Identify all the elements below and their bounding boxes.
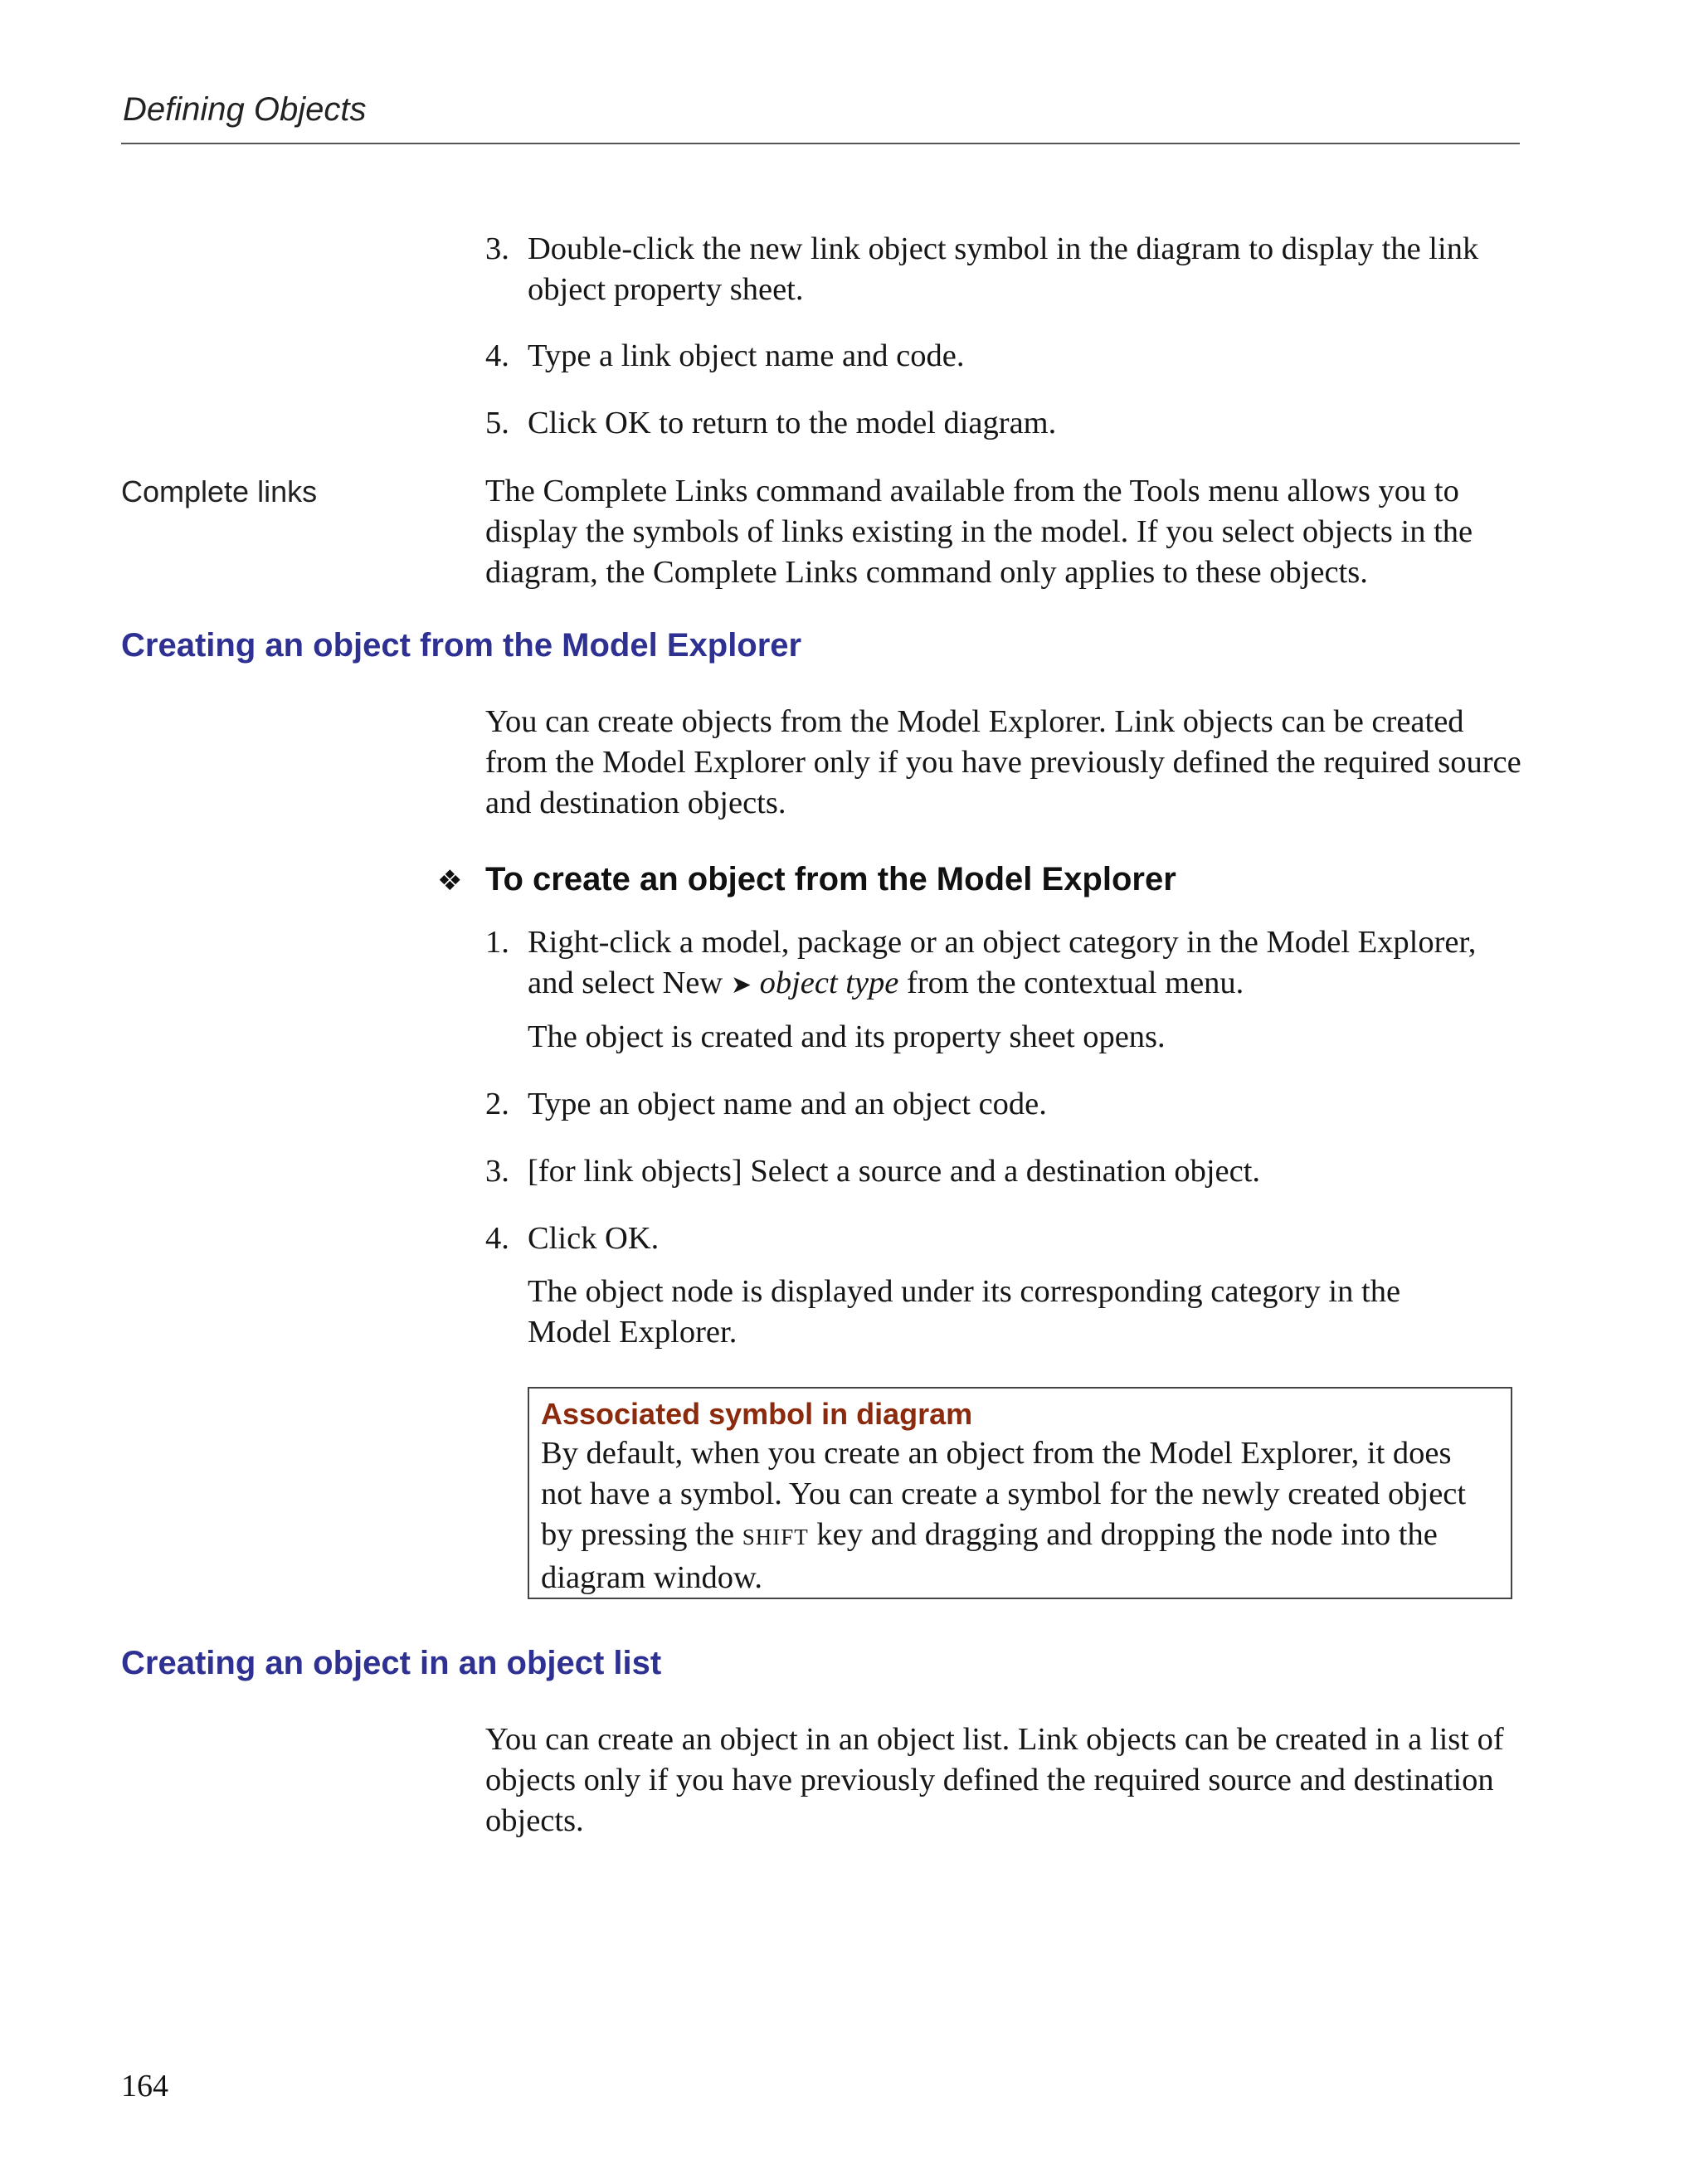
procedure-title: To create an object from the Model Explorer <box>485 861 1176 897</box>
step-number: 4. <box>485 1221 509 1256</box>
step-text: Double-click the new link object symbol in the diagram to display the link object property sheet. <box>528 231 1479 307</box>
shift-key-label: SHIFT <box>742 1525 809 1549</box>
procedure-step-2 <box>485 1084 1522 1125</box>
step-4-result: The object node is displayed under its corresponding category in the Model Explorer. <box>528 1274 1401 1350</box>
step-number: 2. <box>485 1087 509 1121</box>
step-text: Click OK. <box>528 1221 660 1256</box>
section-heading-model-explorer: Creating an object from the Model Explorer <box>121 627 802 664</box>
note-text-part: By default, when you create an object from the Model Explorer, it does not have a symbol. You can create a symbol for the newly created object by pressing the <box>541 1436 1467 1552</box>
step-3-link <box>485 229 1522 310</box>
section-intro-paragraph: You can create objects from the Model Explorer. Link objects can be created from the Model Explorer only if you have previously defined the required source and destination objects. <box>485 704 1521 820</box>
menu-arrow-icon: ➤ <box>730 970 752 1000</box>
step-text <box>528 922 1522 1005</box>
procedure-step-4 <box>485 1218 1522 1259</box>
step-number: 3. <box>485 1154 509 1189</box>
header-rule <box>121 143 1520 144</box>
step-4-link <box>485 336 1522 377</box>
section-heading-object-list: Creating an object in an object list <box>121 1645 662 1681</box>
step-1-result: The object is created and its property sheet opens. <box>528 1019 1166 1054</box>
procedure-step-1 <box>485 922 1522 1005</box>
step-5-link <box>485 403 1522 444</box>
step-number: 1. <box>485 925 509 960</box>
step-text-part: Right-click a model, package or an object category in the Model Explorer, and select New <box>528 925 1477 1000</box>
section-2-intro-paragraph: You can create an object in an object list. Link objects can be created in a list of objects only if you have previously defined the required source and destination objects. <box>485 1722 1504 1838</box>
step-text: Type a link object name and code. <box>528 338 965 373</box>
step-number: 4. <box>485 338 509 373</box>
step-text: Click OK to return to the model diagram. <box>528 406 1057 440</box>
object-type-italic: object type <box>759 966 899 1000</box>
step-number: 5. <box>485 406 509 440</box>
page-number: 164 <box>121 2069 168 2104</box>
complete-links-paragraph: The Complete Links command available from the Tools menu allows you to display the symbols of links existing in the model. If you select objects in the diagram, the Complete Links command only applies to these objects. <box>485 474 1473 590</box>
note-body <box>541 1433 1499 1598</box>
procedure-heading <box>437 861 1176 898</box>
note-text-part: key and dragging and dropping the node into the diagram window. <box>541 1517 1438 1595</box>
procedure-step-3 <box>485 1151 1522 1192</box>
note-box <box>528 1387 1512 1599</box>
note-title: Associated symbol in diagram <box>541 1397 973 1431</box>
running-header-title: Defining Objects <box>123 91 367 128</box>
step-text: Type an object name and an object code. <box>528 1087 1047 1121</box>
complete-links-label: Complete links <box>121 474 318 508</box>
step-number: 3. <box>485 231 509 266</box>
step-text: [for link objects] Select a source and a destination object. <box>528 1154 1261 1189</box>
step-text-part: from the contextual menu. <box>898 966 1244 1000</box>
diamond-bullet-icon: ❖ <box>437 865 463 897</box>
